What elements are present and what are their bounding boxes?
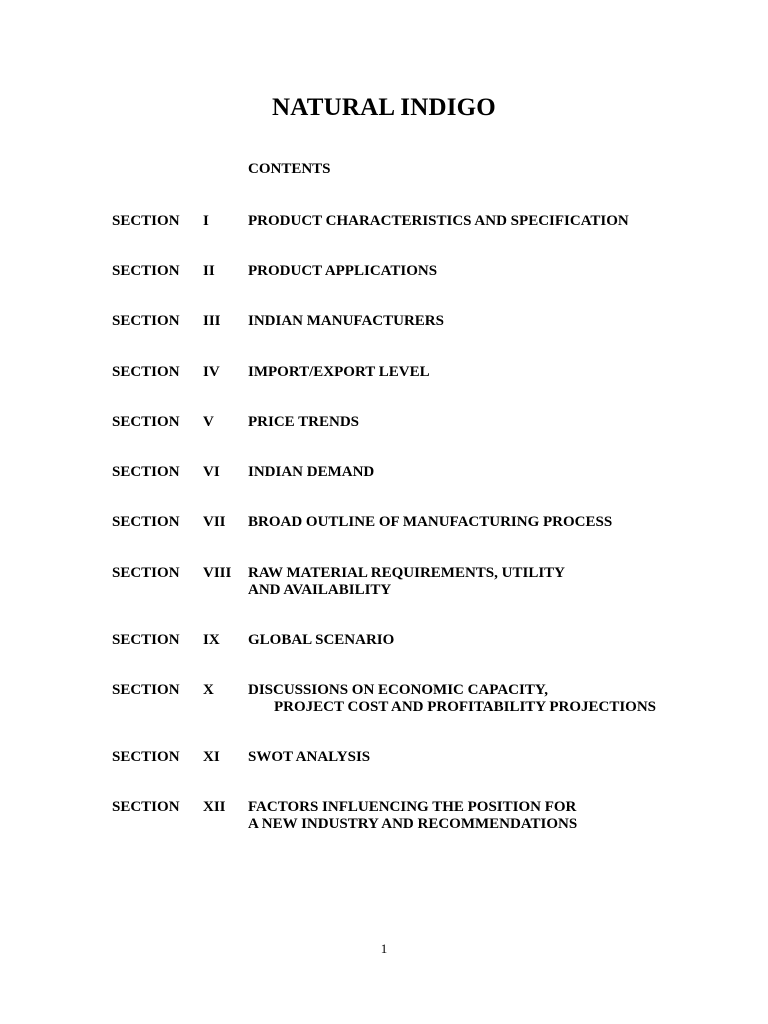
section-title-line-1: FACTORS INFLUENCING THE POSITION FOR xyxy=(248,799,577,815)
section-numeral: XII xyxy=(203,799,226,815)
document-title: NATURAL INDIGO xyxy=(272,94,496,121)
section-numeral: III xyxy=(203,313,221,329)
section-label: SECTION xyxy=(112,364,180,380)
section-label: SECTION xyxy=(112,464,180,480)
section-title-line-2: PROJECT COST AND PROFITABILITY PROJECTIONS xyxy=(274,699,657,715)
section-numeral: IV xyxy=(203,364,220,380)
section-title xyxy=(248,682,656,716)
section-label: SECTION xyxy=(112,213,180,229)
section-label: SECTION xyxy=(112,313,180,329)
section-title xyxy=(248,464,374,481)
section-title-line-1: PRODUCT CHARACTERISTICS AND SPECIFICATION xyxy=(248,213,629,229)
section-label: SECTION xyxy=(112,263,180,279)
section-title-line-2: AND AVAILABILITY xyxy=(248,582,392,598)
section-title-line-1: INDIAN DEMAND xyxy=(248,464,375,480)
section-numeral: IX xyxy=(203,632,220,648)
section-title xyxy=(248,799,577,833)
section-title-line-1: GLOBAL SCENARIO xyxy=(248,632,395,648)
section-numeral: XI xyxy=(203,749,220,765)
section-title-line-2: A NEW INDUSTRY AND RECOMMENDATIONS xyxy=(248,816,578,832)
section-label: SECTION xyxy=(112,749,180,765)
section-numeral: VIII xyxy=(203,565,232,581)
section-label: SECTION xyxy=(112,514,180,530)
section-numeral: V xyxy=(203,414,214,430)
section-numeral: I xyxy=(203,213,209,229)
section-numeral: VII xyxy=(203,514,226,530)
section-title-line-1: PRICE TRENDS xyxy=(248,414,359,430)
section-title-line-1: BROAD OUTLINE OF MANUFACTURING PROCESS xyxy=(248,514,613,530)
section-title xyxy=(248,565,565,599)
section-title xyxy=(248,749,370,766)
section-numeral: X xyxy=(203,682,214,698)
section-label: SECTION xyxy=(112,414,180,430)
section-title-line-1: IMPORT/EXPORT LEVEL xyxy=(248,364,430,380)
section-title-line-1: RAW MATERIAL REQUIREMENTS, UTILITY xyxy=(248,565,566,581)
section-title xyxy=(248,213,629,230)
section-title xyxy=(248,364,430,381)
section-title xyxy=(248,263,437,280)
section-title xyxy=(248,313,444,330)
section-title xyxy=(248,632,394,649)
section-label: SECTION xyxy=(112,682,180,698)
section-title-line-1: SWOT ANALYSIS xyxy=(248,749,371,765)
section-label: SECTION xyxy=(112,565,180,581)
section-title-line-1: DISCUSSIONS ON ECONOMIC CAPACITY, xyxy=(248,682,549,698)
contents-heading: CONTENTS xyxy=(248,161,331,177)
section-label: SECTION xyxy=(112,799,180,815)
section-title-line-1: INDIAN MANUFACTURERS xyxy=(248,313,444,329)
page-number: 1 xyxy=(380,941,388,956)
section-title xyxy=(248,514,612,531)
section-label: SECTION xyxy=(112,632,180,648)
section-title-line-1: PRODUCT APPLICATIONS xyxy=(248,263,438,279)
section-numeral: II xyxy=(203,263,215,279)
section-numeral: VI xyxy=(203,464,220,480)
section-title xyxy=(248,414,359,431)
